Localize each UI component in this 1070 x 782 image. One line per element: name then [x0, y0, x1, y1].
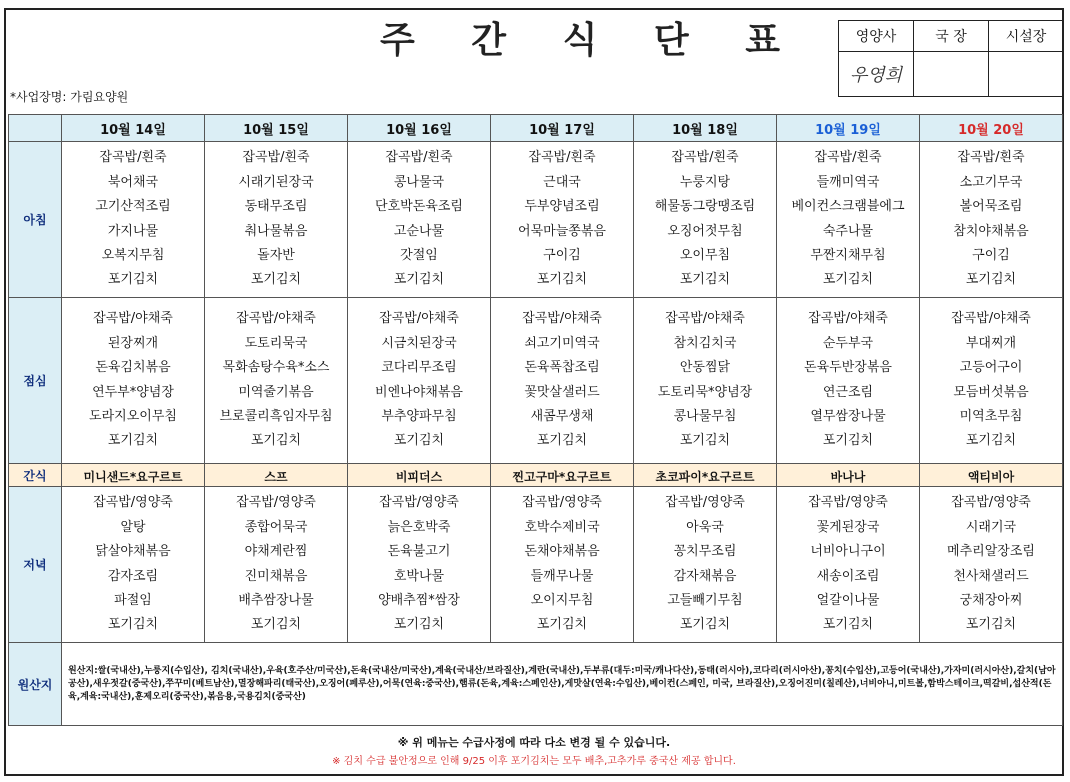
menu-item: 무짠지채무침	[810, 247, 886, 263]
menu-item: 가지나물	[107, 223, 159, 239]
meal-label-lunch: 점심	[9, 298, 62, 464]
menu-item: 어묵마늘쫑볶음	[518, 223, 606, 239]
menu-item: 목화솜탕수육*소스	[222, 360, 330, 376]
menu-item: 돈육불고기	[387, 544, 451, 560]
menu-item: 알탕	[120, 519, 146, 535]
dinner-cell	[205, 487, 348, 643]
date-header: 10월 15일	[205, 115, 348, 142]
menu-item: 포기김치	[107, 433, 159, 449]
menu-item: 잡곡밥/야채죽	[93, 311, 173, 327]
date-header: 10월 14일	[62, 115, 205, 142]
menu-item: 포기김치	[965, 433, 1017, 449]
notes	[8, 726, 1060, 767]
dinner-cell	[62, 487, 205, 643]
menu-item: 돈채야채볶음	[524, 544, 600, 560]
date-header: 10월 18일	[634, 115, 777, 142]
menu-item: 도토리묵*양념장	[657, 384, 753, 400]
lunch-cell	[62, 298, 205, 464]
date-header: 10월 17일	[491, 115, 634, 142]
menu-item: 오이지무침	[530, 592, 594, 608]
menu-item: 된장찌개	[107, 335, 159, 351]
menu-table	[8, 114, 1063, 726]
menu-item: 새송이조림	[816, 568, 880, 584]
dietitian-signature: 우영희	[849, 65, 903, 86]
menu-item: 열무쌈장나물	[810, 408, 886, 424]
menu-item: 쇠고기미역국	[524, 335, 600, 351]
approval-header-dietitian: 영양사	[839, 21, 914, 52]
menu-item: 고등어구이	[959, 360, 1023, 376]
dinner-cell	[777, 487, 920, 643]
signature-cell-director	[914, 52, 989, 97]
snack-item: 미니샌드*요구르트	[83, 469, 183, 484]
menu-item: 포기김치	[393, 433, 445, 449]
page-title: 주 간 식 단 표	[380, 20, 803, 61]
menu-item: 시래기국	[965, 519, 1017, 535]
menu-item: 꽁치무조림	[673, 544, 737, 560]
menu-item: 시래기된장국	[238, 174, 314, 190]
date-header-row	[9, 115, 1063, 142]
menu-item: 양배추찜*쌈장	[378, 592, 460, 608]
menu-item: 잡곡밥/야채죽	[379, 311, 459, 327]
menu-item: 콩나물무침	[673, 408, 737, 424]
menu-item: 닭살야채볶음	[95, 544, 171, 560]
menu-item: 아욱국	[686, 519, 724, 535]
menu-item: 포기김치	[536, 617, 588, 633]
menu-item: 포기김치	[107, 617, 159, 633]
snack-cell	[62, 464, 205, 487]
menu-item: 고순나물	[393, 223, 445, 239]
snack-cell	[920, 464, 1063, 487]
menu-item: 미역줄기볶음	[238, 384, 314, 400]
menu-item: 소고기무국	[959, 174, 1023, 190]
menu-item: 배추쌈장나물	[238, 592, 314, 608]
menu-item: 들깨무나물	[530, 568, 594, 584]
snack-cell	[348, 464, 491, 487]
menu-item: 잡곡밥/흰죽	[99, 150, 167, 166]
lunch-cell	[205, 298, 348, 464]
menu-item: 메추리알장조림	[947, 544, 1035, 560]
menu-item: 새콤무생채	[530, 408, 594, 424]
menu-item: 해물동그랑땡조림	[654, 199, 756, 215]
menu-item: 안동찜닭	[679, 360, 731, 376]
menu-item: 감자조림	[107, 568, 159, 584]
menu-item: 브로콜리흑임자무침	[219, 408, 333, 424]
menu-item: 구이김	[972, 247, 1010, 263]
menu-item: 잡곡밥/흰죽	[242, 150, 310, 166]
menu-item: 잡곡밥/야채죽	[236, 311, 316, 327]
menu-item: 갓절임	[400, 247, 438, 263]
menu-item: 너비아니구이	[810, 544, 886, 560]
lunch-cell	[491, 298, 634, 464]
menu-item: 얼갈이나물	[816, 592, 880, 608]
menu-item: 미역초무침	[959, 408, 1023, 424]
snack-item: 찐고구마*요구르트	[512, 469, 612, 484]
menu-item: 잡곡밥/흰죽	[814, 150, 882, 166]
menu-item: 도라지오이무침	[89, 408, 177, 424]
snack-item: 바나나	[830, 469, 866, 484]
menu-item: 모듬버섯볶음	[953, 384, 1029, 400]
dinner-cell	[491, 487, 634, 643]
date-header-saturday: 10월 19일	[777, 115, 920, 142]
menu-item: 궁채장아찌	[959, 592, 1023, 608]
snack-cell	[205, 464, 348, 487]
menu-item: 잡곡밥/영양죽	[951, 495, 1031, 511]
menu-item: 베이컨스크램블에그	[791, 199, 905, 215]
origin-label: 원산지	[9, 643, 62, 726]
lunch-cell	[348, 298, 491, 464]
signature-cell-facility-head	[989, 52, 1064, 97]
menu-item: 참치김치국	[673, 335, 737, 351]
menu-item: 돌자반	[257, 247, 295, 263]
menu-item: 늙은호박죽	[387, 519, 451, 535]
menu-item: 돈육김치볶음	[95, 360, 171, 376]
menu-item: 구이김	[543, 247, 581, 263]
origin-text: 원산지:쌀(국내산),누룽지(수입산), 김치(국내산),우육(호주산/미국산),돈육(국내산/미국산),계육(국내산/브라질산),계란(국내산),두부류(대두:미국/캐나다산),동태(러시아),코다리(러시아산),꽁치(수입산),고등어(국내산),가자미(러시아산),갈치(남아공산),새우젓갈(중국산),쭈꾸미(베트남산),멸장해파리(태국산),오징어(페루산),어묵(연육:중국산),햄류(돈육,계육:스페인산),게맛살(연육:수입산),베이컨(스페인, 미국, 브라질산),오징어진미(칠레산),너비아니,미트볼,함박스테이크,떡갈비,섭산적(돈육,계육:국내산),훈제오리(중국산),볶음용,국용김치(중국산)	[62, 643, 1063, 726]
menu-item: 단호박돈육조림	[375, 199, 463, 215]
menu-item: 포기김치	[822, 617, 874, 633]
breakfast-cell	[920, 142, 1063, 298]
approval-header-director: 국 장	[914, 21, 989, 52]
lunch-row	[9, 298, 1063, 464]
menu-item: 도토리묵국	[244, 335, 308, 351]
menu-item: 포기김치	[536, 433, 588, 449]
breakfast-cell	[634, 142, 777, 298]
breakfast-cell	[205, 142, 348, 298]
snack-item: 초코파이*요구르트	[655, 469, 755, 484]
menu-item: 고들빼기무침	[667, 592, 743, 608]
menu-item: 잡곡밥/야채죽	[522, 311, 602, 327]
dinner-cell	[920, 487, 1063, 643]
menu-item: 포기김치	[393, 617, 445, 633]
menu-item: 돈육폭찹조림	[524, 360, 600, 376]
menu-item: 부추양파무침	[381, 408, 457, 424]
menu-item: 포기김치	[107, 272, 159, 288]
menu-item: 종합어묵국	[244, 519, 308, 535]
menu-item: 파절임	[114, 592, 152, 608]
menu-item: 잡곡밥/흰죽	[671, 150, 739, 166]
meal-label-breakfast: 아침	[9, 142, 62, 298]
breakfast-row	[9, 142, 1063, 298]
menu-item: 누룽지탕	[679, 174, 731, 190]
menu-item: 잡곡밥/영양죽	[808, 495, 888, 511]
menu-item: 포기김치	[679, 433, 731, 449]
dinner-row	[9, 487, 1063, 643]
menu-item: 포기김치	[250, 433, 302, 449]
origin-row	[9, 643, 1063, 726]
menu-item: 돈육두반장볶음	[804, 360, 892, 376]
menu-item: 잡곡밥/영양죽	[522, 495, 602, 511]
meal-label-snack: 간식	[9, 464, 62, 487]
menu-item: 잡곡밥/흰죽	[385, 150, 453, 166]
menu-item: 꽃게된장국	[816, 519, 880, 535]
menu-item: 동태무조림	[244, 199, 308, 215]
breakfast-cell	[777, 142, 920, 298]
menu-item: 들깨미역국	[816, 174, 880, 190]
menu-item: 포기김치	[822, 272, 874, 288]
lunch-cell	[777, 298, 920, 464]
menu-item: 콩나물국	[393, 174, 445, 190]
lunch-cell	[634, 298, 777, 464]
menu-item: 포기김치	[822, 433, 874, 449]
menu-item: 잡곡밥/야채죽	[808, 311, 888, 327]
snack-row	[9, 464, 1063, 487]
menu-item: 감자채볶음	[673, 568, 737, 584]
menu-item: 오징어젓무침	[667, 223, 743, 239]
menu-item: 오복지무침	[101, 247, 165, 263]
date-header-sunday: 10월 20일	[920, 115, 1063, 142]
approval-box	[838, 20, 1064, 97]
menu-item: 잡곡밥/영양죽	[665, 495, 745, 511]
menu-item: 순두부국	[822, 335, 874, 351]
snack-item: 비피더스	[395, 469, 443, 484]
snack-cell	[777, 464, 920, 487]
approval-header-facility-head: 시설장	[989, 21, 1064, 52]
organization-name: *사업장명: 가림요양원	[10, 90, 129, 104]
signature-cell-dietitian	[839, 52, 914, 97]
dinner-cell	[348, 487, 491, 643]
menu-item: 근대국	[543, 174, 581, 190]
menu-item: 호박나물	[393, 568, 445, 584]
menu-item: 잡곡밥/흰죽	[528, 150, 596, 166]
menu-item: 포기김치	[393, 272, 445, 288]
snack-item: 스프	[264, 469, 288, 484]
header-corner	[9, 115, 62, 142]
menu-item: 호박수제비국	[524, 519, 600, 535]
menu-item: 연두부*양념장	[92, 384, 174, 400]
note-kimchi-supply: ※ 김치 수급 불안정으로 인해 9/25 이후 포기김치는 모두 배추,고추가루 중국산 제공 합니다.	[332, 756, 736, 767]
menu-item: 춰나물볶음	[244, 223, 308, 239]
note-menu-change: ※ 위 메뉴는 수급사정에 따라 다소 변경 될 수 있습니다.	[397, 736, 671, 749]
breakfast-cell	[348, 142, 491, 298]
menu-item: 포기김치	[250, 617, 302, 633]
menu-item: 꽃맛살샐러드	[524, 384, 600, 400]
menu-item: 천사채샐러드	[953, 568, 1029, 584]
menu-item: 잡곡밥/야채죽	[951, 311, 1031, 327]
menu-item: 오이무침	[679, 247, 731, 263]
menu-item: 잡곡밥/야채죽	[665, 311, 745, 327]
meal-label-dinner: 저녁	[9, 487, 62, 643]
menu-item: 부대찌개	[965, 335, 1017, 351]
menu-item: 잡곡밥/영양죽	[93, 495, 173, 511]
menu-item: 포기김치	[250, 272, 302, 288]
menu-item: 고기산적조림	[95, 199, 171, 215]
menu-item: 숙주나물	[822, 223, 874, 239]
menu-item: 두부양념조림	[524, 199, 600, 215]
snack-item: 액티비아	[967, 469, 1015, 484]
menu-item: 연근조림	[822, 384, 874, 400]
menu-item: 북어채국	[107, 174, 159, 190]
menu-item: 코다리무조림	[381, 360, 457, 376]
menu-item: 잡곡밥/흰죽	[957, 150, 1025, 166]
menu-item: 포기김치	[679, 617, 731, 633]
menu-item: 잡곡밥/영양죽	[379, 495, 459, 511]
menu-item: 포기김치	[679, 272, 731, 288]
menu-item: 포기김치	[965, 272, 1017, 288]
breakfast-cell	[62, 142, 205, 298]
menu-item: 잡곡밥/영양죽	[236, 495, 316, 511]
menu-item: 참치야채볶음	[953, 223, 1029, 239]
menu-item: 진미채볶음	[244, 568, 308, 584]
menu-item: 비엔나야채볶음	[375, 384, 463, 400]
menu-item: 볼어묵조림	[959, 199, 1023, 215]
menu-item: 포기김치	[536, 272, 588, 288]
snack-cell	[491, 464, 634, 487]
menu-item: 시금치된장국	[381, 335, 457, 351]
breakfast-cell	[491, 142, 634, 298]
menu-item: 야채계란찜	[244, 544, 308, 560]
dinner-cell	[634, 487, 777, 643]
date-header: 10월 16일	[348, 115, 491, 142]
snack-cell	[634, 464, 777, 487]
lunch-cell	[920, 298, 1063, 464]
menu-item: 포기김치	[965, 617, 1017, 633]
